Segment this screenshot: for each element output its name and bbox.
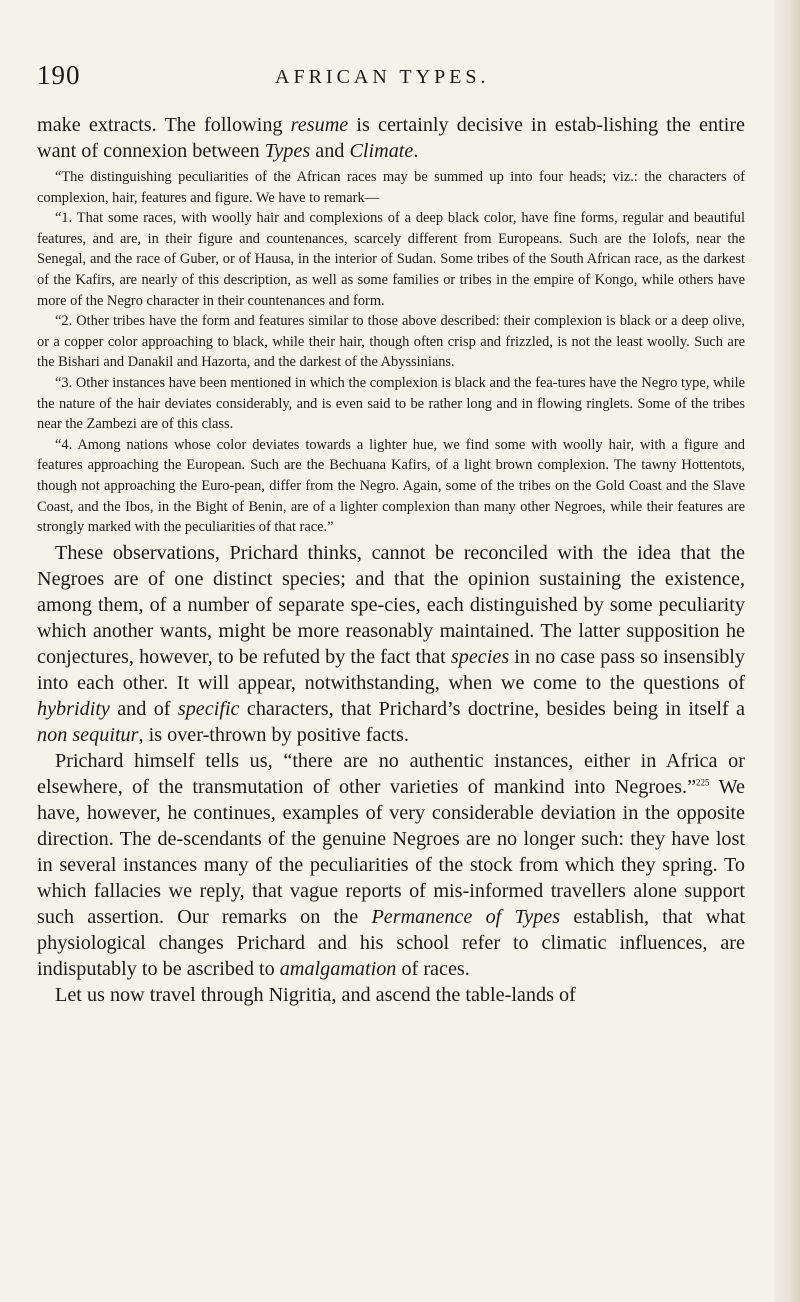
intro-text-2: is certainly decisive in estab-lishing the entire want of connexion between [37, 114, 745, 162]
page-number: 190 [37, 60, 81, 90]
body-paragraph-1 [37, 540, 745, 748]
body2-text-b: We have, however, he continues, examples of very considerable deviation in the opposite direction. The de-scendants of the genuine Negroes are no longer such: they have lost in several instances many of the peculiarities of the stock from which they spring. To which fallacies we reply, that vague reports of mis-informed travellers alone support such assertion. Our remarks on the [37, 775, 745, 928]
body1-text-c: and of [109, 697, 178, 720]
intro-text-1: make extracts. The following [37, 114, 291, 136]
body1-text-d: characters, that Prichard’s doctrine, besides being in itself a [239, 697, 745, 720]
quote-paragraph-1: “1. That some races, with woolly hair and complexions of a deep black color, have fine forms, regular and beautiful features, and are, in their figure and countenances, scarcely different from Europeans. Such are the Iolofs, near the Senegal, and the race of Guber, or of Hausa, in the interior of Sudan. Some tribes of the South African race, as the darkest of the Kafirs, are nearly of this description, as well as some families or tribes in the empire of Kongo, while others have more of the Negro character in their countenances and form. [37, 210, 745, 309]
intro-italic-resume: resume [290, 114, 349, 136]
body2-text-a: Prichard himself tells us, “there are no authentic instances, either in Africa or elsewhere, of the transmutation of other varieties of mankind into Negroes.” [37, 749, 745, 798]
running-head [37, 60, 737, 100]
body1-text-e: , is over-thrown by positive facts. [138, 723, 409, 746]
body1-text-b: in no case pass so insensibly into each other. It will appear, notwithstanding, when we come to the questions of [37, 645, 745, 694]
quote-paragraph-3: “3. Other instances have been mentioned in which the complexion is black and the fea-tures have the Negro type, while the nature of the hair deviates considerably, and is even said to be rather long and in flowing ringlets. Some of the tribes near the Zambezi are of this class. [37, 374, 745, 433]
quote-paragraph-intro: “The distinguishing peculiarities of the African races may be summed up into four heads; viz.: the characters of complexion, hair, features and figure. We have to remark— [37, 169, 745, 206]
intro-text-3: and [310, 140, 350, 162]
body-paragraph-3: Let us now travel through Nigritia, and ascend the table-lands of [55, 983, 576, 1006]
body2-italic-amalgamation: amalgamation [279, 957, 397, 980]
quote-paragraph-2: “2. Other tribes have the form and features similar to those above described: their complexion is black or a deep olive, or a copper color approaching to black, while their hair, though often crisp and frizzled, is not the least woolly. Such are the Bishari and Danakil and Hazorta, and the darkest of the Abyssinians. [37, 313, 745, 371]
intro-italic-types: Types [264, 140, 311, 162]
body1-italic-species: species [450, 645, 510, 668]
intro-italic-climate: Climate [349, 140, 414, 162]
intro-paragraph [37, 112, 745, 164]
body1-text-a: These observations, Prichard thinks, cannot be reconciled with the idea that the Negroes are of one distinct species; and that the opinion sustaining the existence, among them, of a number of separate spe-cies, each distinguished by some peculiarity which another wants, might be more reasonably maintained. The latter supposition he conjectures, however, to be refuted by the fact that [37, 541, 745, 668]
quotation-block [37, 167, 745, 538]
body1-italic-hybridity: hybridity [37, 697, 110, 720]
intro-text-4: . [413, 140, 419, 162]
page-edge [774, 0, 800, 1302]
body2-italic-permanence: Permanence of Types [371, 905, 561, 928]
text-block [37, 112, 745, 1008]
footnote-marker: 225 [696, 776, 710, 787]
body1-italic-non-sequitur: non sequitur [37, 723, 139, 746]
body2-text-c: establish, that what physiological changes Prichard and his school refer to climatic influences, are indisputably to be ascribed to [37, 905, 745, 980]
body2-text-d: of races. [396, 957, 470, 980]
body1-italic-specific: specific [177, 697, 240, 720]
body-paragraph-2 [37, 748, 745, 982]
running-title: AFRICAN TYPES. [275, 66, 490, 88]
quote-paragraph-4: “4. Among nations whose color deviates towards a lighter hue, we find some with woolly hair, with a figure and features approaching the European. Such are the Bechuana Kafirs, of a light brown complexion. The tawny Hottentots, though not approaching the Euro-pean, differ from the Negro. Again, some of the tribes on the Gold Coast and the Slave Coast, and the Ibos, in the Bight of Benin, are of a lighter complexion than many other Negroes, while their features are strongly marked with the peculiarities of that race.” [37, 436, 745, 536]
